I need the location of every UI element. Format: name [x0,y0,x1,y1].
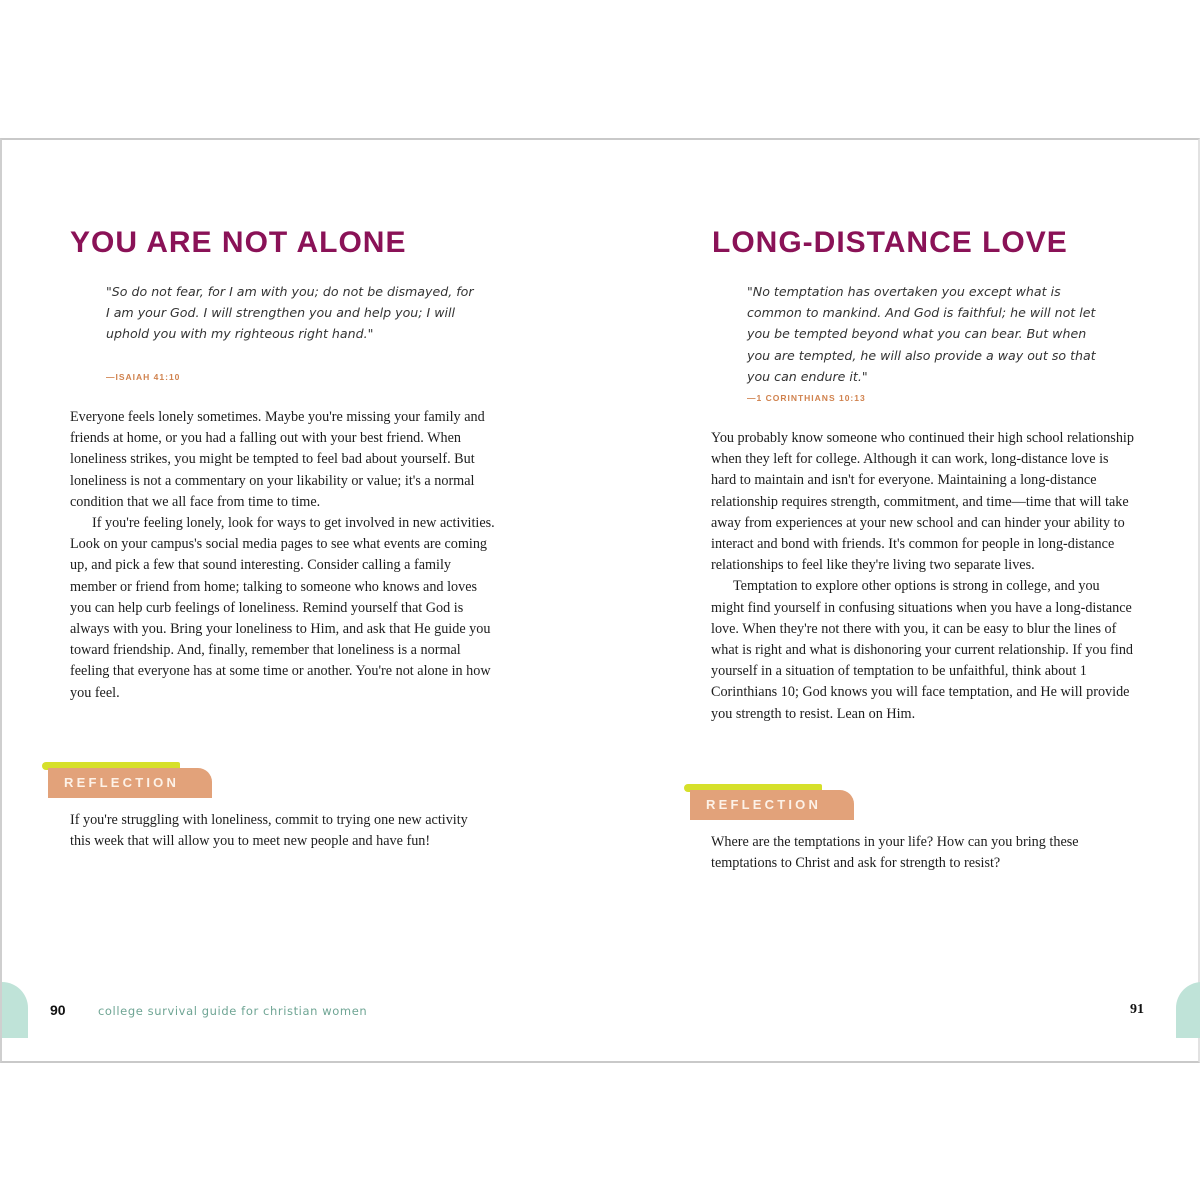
reflection-text: Where are the temptations in your life? How can you bring these temptations to Christ and ask for strength to resist? [711,834,1079,872]
left-page [2,140,602,1061]
reflection-header [42,762,214,802]
page-title: YOU ARE NOT ALONE [70,226,407,259]
book-spread [0,138,1200,1063]
page-number: 90 [50,1002,66,1018]
thumb-tab [1176,982,1200,1038]
scripture-citation: —1 CORINTHIANS 10:13 [747,393,866,403]
reflection-label: REFLECTION [64,775,180,790]
right-page [602,140,1200,1061]
reflection-header [684,784,856,824]
reflection-text: If you're struggling with loneliness, commit to trying one new activity this week that will allow you to meet new people and have fun! [70,812,468,850]
scripture-quote: "So do not fear, for I am with you; do not be dismayed, for I am your God. I will strengthen you and help you; I will uphold you with my righteous right hand." [106,284,474,342]
body-text [70,407,495,704]
body-text [711,428,1136,725]
thumb-tab [2,982,28,1038]
page-number: 91 [1130,1002,1144,1017]
scripture-citation: —ISAIAH 41:10 [106,372,181,382]
paragraph: Temptation to explore other options is strong in college, and you might find yourself in confusing situations when you have a long-distance love. When they're not there with you, it can be easy to blur the lines of what is right and what is dishonoring your current relationship. If you find yourself in a situation of temptation to be unfaithful, think about 1 Corinthians 10; God knows you will face temptation, and He will provide you strength to resist. Lean on Him. [711,578,1134,722]
scripture-quote: "No temptation has overtaken you except what is common to mankind. And God is faithful; he will not let you be tempted beyond what you can bear. But when you are tempted, he will also provide a way out so that you can endure it." [747,284,1096,384]
page-title: LONG-DISTANCE LOVE [712,226,1068,259]
paragraph: Everyone feels lonely sometimes. Maybe you're missing your family and friends at home, or you had a falling out with your best friend. When loneliness strikes, you might be tempted to feel bad about yourself. But loneliness is not a commentary on your likability or value; it's a normal condition that we all face from time to time. [70,409,485,510]
running-head: college survival guide for christian women [98,1004,368,1018]
paragraph: You probably know someone who continued their high school relationship when they left for college. Although it can work, long-distance love is hard to maintain and isn't for everyone. Maintaining a long-distance relationship requires strength, commitment, and time—time that will take away from experiences at your new school and can hinder your ability to interact and bond with friends. It's common for people in long-distance relationships to feel like they're living two separate lives. [711,430,1134,574]
paragraph: If you're feeling lonely, look for ways to get involved in new activities. Look on your campus's social media pages to see what events are coming up, and pick a few that sound interesting. Consider calling a family member or friend from home; talking to someone who knows and loves you can help curb feelings of loneliness. Remind yourself that God is always with you. Bring your loneliness to Him, and ask that He guide you toward friendship. And, finally, remember that loneliness is a normal feeling that everyone has at some time or another. You're not alone in how you feel. [70,515,495,701]
reflection-label: REFLECTION [706,797,822,812]
